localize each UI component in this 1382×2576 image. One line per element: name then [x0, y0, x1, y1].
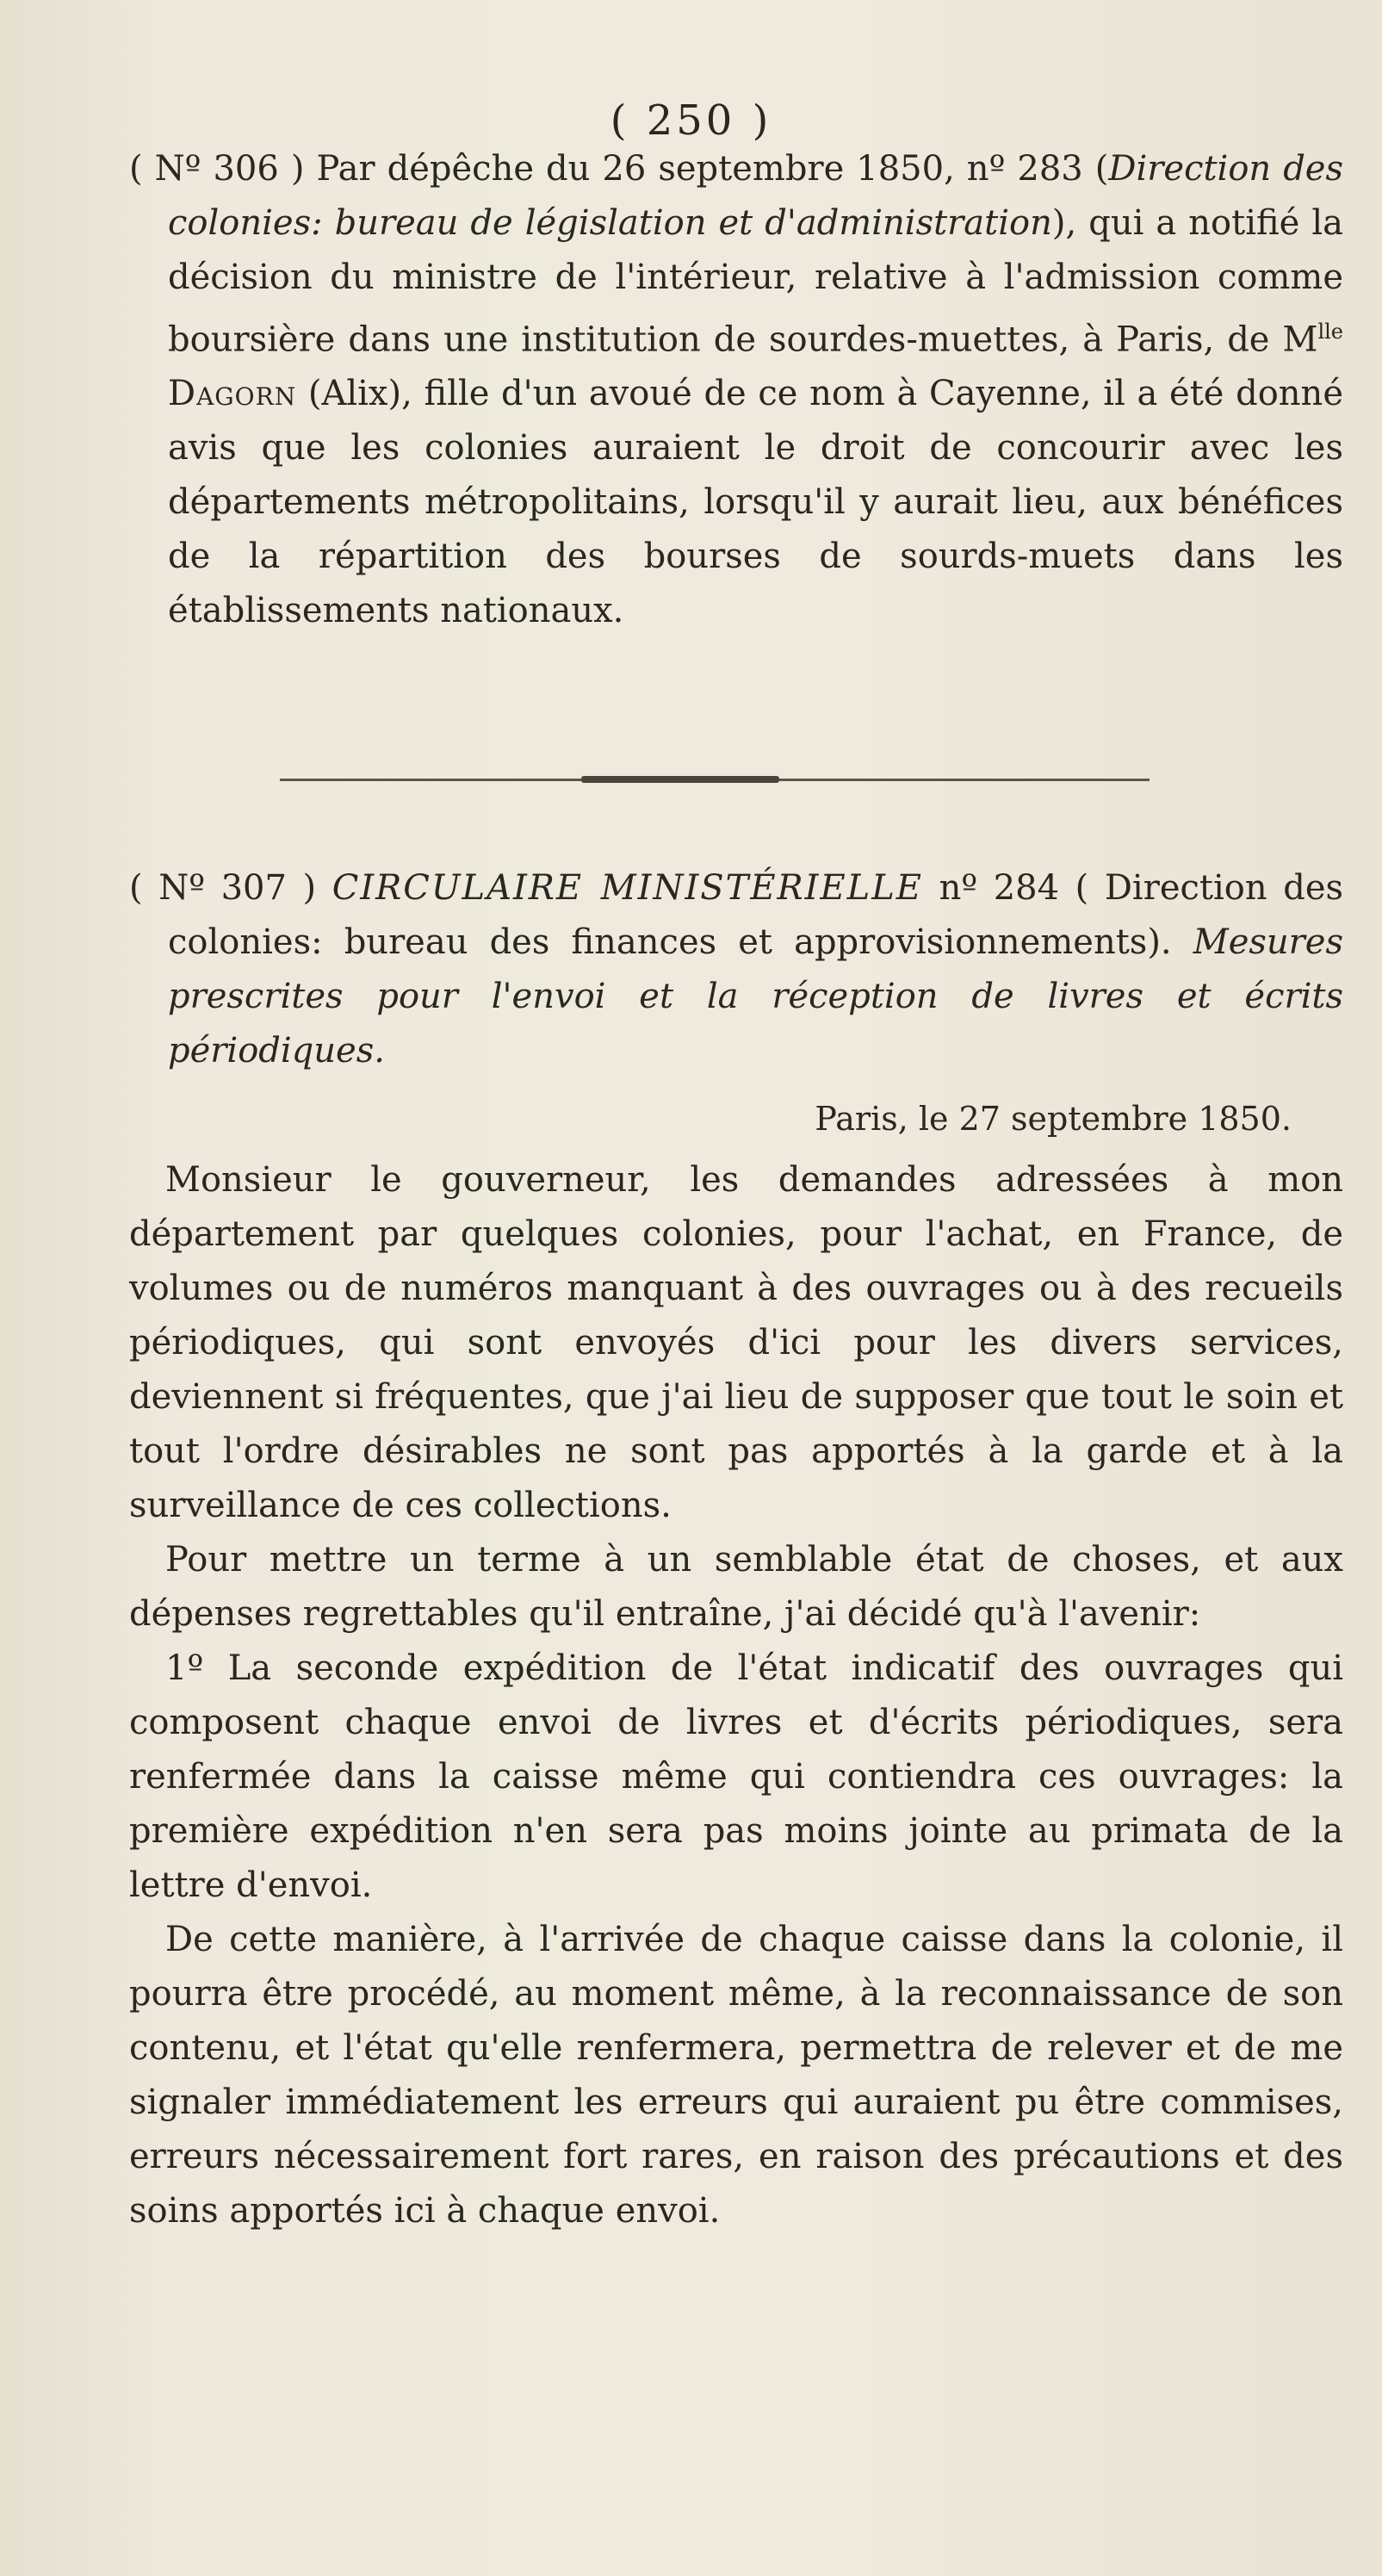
letter-paragraph-3: 1º La seconde expédition de l'état indicatif des ouvrages qui composent chaque envoi de livres et d'écrits périodiques, sera renfermée dans la caisse même qui contiendra ces ouvrages: la première expédition n'en sera pas moins jointe au primata de la lettre d'envoi.: [129, 1648, 1343, 1905]
entry-307-text-a: nº 284 ( Direction des colonies: bureau des finances et approvisionnements).: [168, 868, 1344, 962]
entry-307-title: CIRCULAIRE MINISTÉRIELLE: [332, 868, 923, 908]
letter-paragraph-2: Pour mettre un terme à un semblable état de choses, et aux dépenses regrettables qu'il entraîne, j'ai décidé qu'à l'avenir:: [129, 1540, 1343, 1634]
letter-paragraph-1: Monsieur le gouverneur, les demandes adressées à mon département par quelques colonies, pour l'achat, en France, de volumes ou de numéros manquant à des ouvrages ou à des recueils périodiques, qui sont envoyés d'ici pour les divers services, deviennent si fréquentes, que j'ai lieu de supposer que tout le soin et tout l'ordre désirables ne sont pas apportés à la garde et à la surveillance de ces collections.: [129, 1160, 1343, 1525]
letter-body: [129, 1153, 1343, 2238]
entry-306-text-c: (Alix), fille d'un avoué de ce nom à Cayenne, il a été donné avis que les colonies auraient le droit de concourir avec les départements métropolitains, lorsqu'il y aurait lieu, aux bénéfices de la répartition des bourses de sourds-muets dans les établissements nationaux.: [168, 374, 1343, 631]
entry-307-ref: ( Nº 307 ): [129, 868, 317, 908]
page-number: ( 250 ): [610, 96, 772, 145]
entry-307-italic-a: Mesures prescrites pour l'envoi et la réception de livres et écrits périodiques.: [168, 922, 1343, 1071]
letter-date: Paris, le 27 septembre 1850.: [815, 1100, 1292, 1138]
entry-306-text-a: Par dépêche du 26 septembre 1850, nº 283 (: [304, 149, 1109, 189]
entry-307: [129, 861, 1343, 2238]
entry-306-ref: ( Nº 306 ): [129, 149, 305, 189]
entry-306: [129, 142, 1343, 638]
entry-306-name: Dagorn: [168, 374, 297, 414]
entry-306-italic-a: Direction des colonies: bureau de législation et d'administration: [168, 149, 1344, 243]
entry-306-paragraph: [129, 142, 1343, 638]
entry-307-heading: [129, 861, 1343, 1078]
section-divider: [280, 779, 1150, 781]
entry-306-sup-mlle: lle: [1317, 320, 1343, 344]
entry-306-text-b: ), qui a notifié la décision du ministre de l'intérieur, relative à l'admission comme boursière dans une institution de sourdes-muettes, à Paris, de M: [168, 203, 1344, 360]
letter-paragraph-4: De cette manière, à l'arrivée de chaque caisse dans la colonie, il pourra être procédé, au moment même, à la reconnaissance de son contenu, et l'état qu'elle renfermera, permettra de relever et de me signaler immédiatement les erreurs qui auraient pu être commises, erreurs nécessairement fort rares, en raison des précautions et des soins apportés ici à chaque envoi.: [129, 1920, 1343, 2231]
